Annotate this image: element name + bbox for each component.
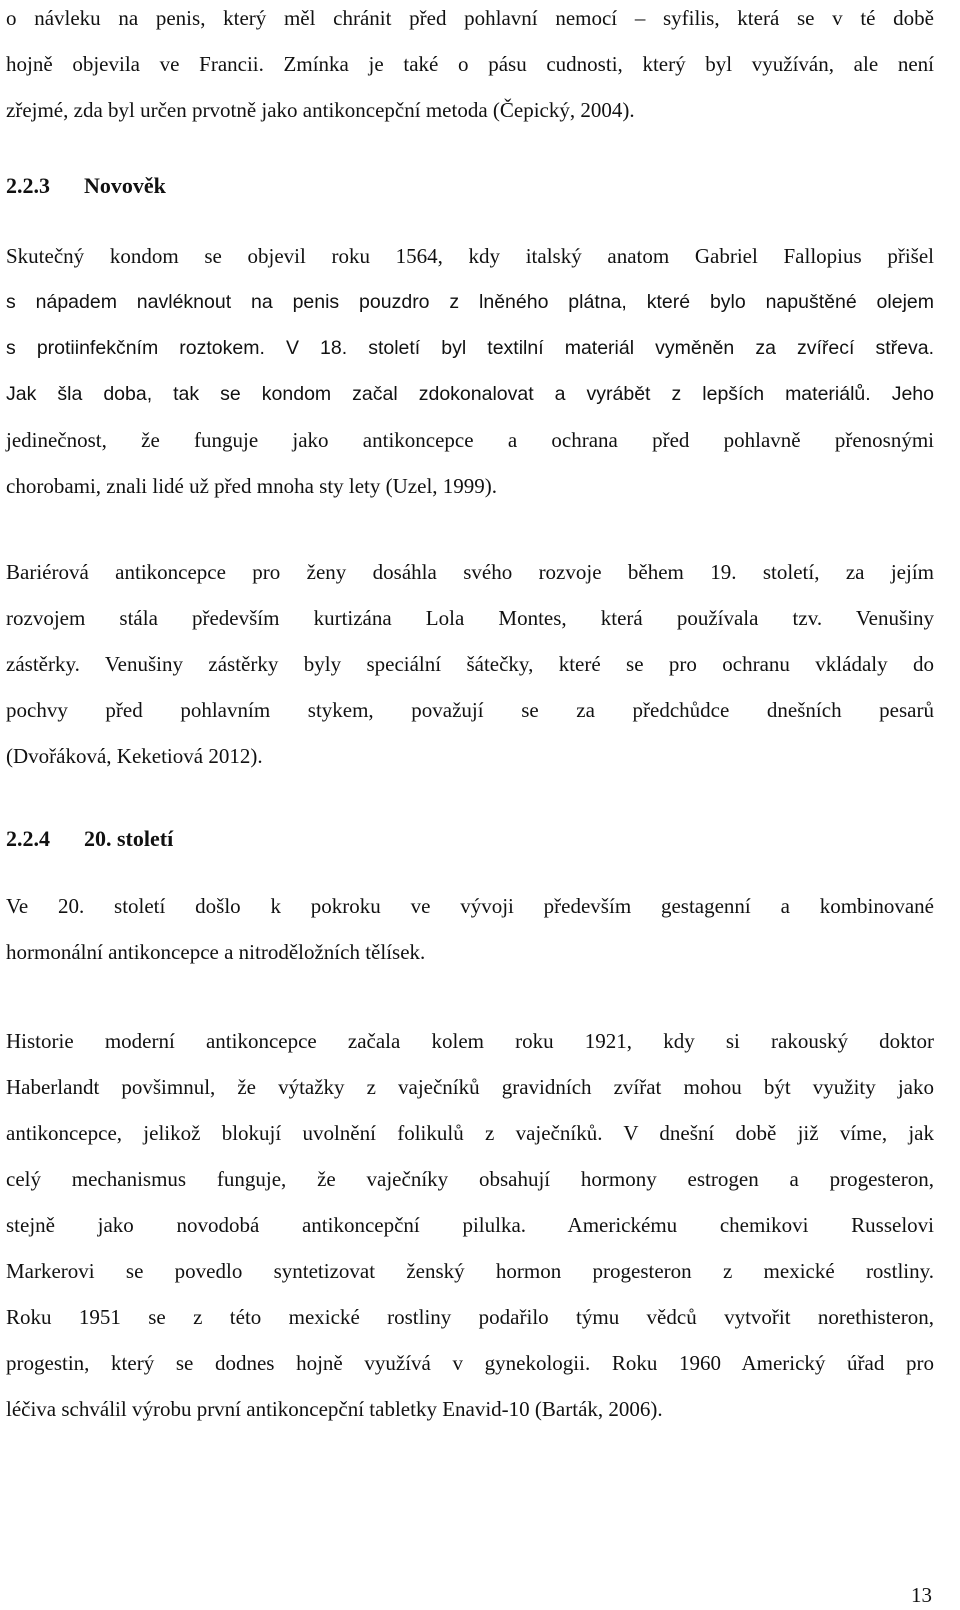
text-line: Skutečný kondom se objevil roku 1564, kdy italský anatom Gabriel Fallopius přišel: [6, 244, 934, 268]
text-line: Roku 1951 se z této mexické rostliny podařilo týmu vědců vytvořit norethisteron,: [6, 1305, 934, 1329]
section-title: Novověk: [84, 173, 166, 198]
text-line: zástěrky. Venušiny zástěrky byly speciální šátečky, které se pro ochranu vkládaly do: [6, 652, 934, 676]
section-number: 2.2.4: [6, 826, 50, 851]
text-line: hormonální antikoncepce a nitroděložních tělísek.: [6, 940, 426, 964]
text-line: hojně objevila ve Francii. Zmínka je také o pásu cudnosti, který byl využíván, ale není: [6, 52, 934, 76]
text-line: progestin, který se dodnes hojně využívá v gynekologii. Roku 1960 Americký úřad pro: [6, 1351, 934, 1375]
text-line: jedinečnost, že funguje jako antikoncepce a ochrana před pohlavně přenosnými: [6, 428, 934, 452]
text-line: antikoncepce, jelikož blokují uvolnění folikulů z vaječníků. V dnešní době již víme, jak: [6, 1121, 934, 1145]
page-number: 13: [911, 1583, 932, 1607]
text-line: Haberlandt povšimnul, že výtažky z vaječníků gravidních zvířat mohou být využity jako: [6, 1075, 934, 1099]
text-line: pochvy před pohlavním stykem, považují se za předchůdce dnešních pesarů: [6, 698, 934, 722]
paragraph-historie: [6, 1018, 934, 1432]
text-line: rozvojem stála především kurtizána Lola Montes, která používala tzv. Venušiny: [6, 606, 934, 630]
text-line: s protiinfekčním roztokem. V 18. století byl textilní materiál vyměněn za zvířecí střeva.: [6, 337, 934, 359]
text-line: o návleku na penis, který měl chránit před pohlavní nemocí – syfilis, která se v té době: [6, 6, 934, 30]
text-line: Jak šla doba, tak se kondom začal zdokonalovat a vyrábět z lepších materiálů. Jeho: [6, 383, 934, 405]
section-title: 20. století: [84, 826, 174, 851]
text-line: stejně jako novodobá antikoncepční pilulka. Americkému chemikovi Russelovi: [6, 1213, 934, 1237]
section-heading-2-2-4: [6, 819, 173, 859]
intro-paragraph: [6, 0, 934, 133]
paragraph-barierova: [6, 549, 934, 779]
text-line: zřejmé, zda byl určen prvotně jako antikoncepční metoda (Čepický, 2004).: [6, 98, 635, 122]
section-heading-2-2-3: [6, 166, 166, 206]
text-line: chorobami, znali lidé už před mnoha sty lety (Uzel, 1999).: [6, 474, 498, 498]
text-line: celý mechanismus funguje, že vaječníky obsahují hormony estrogen a progesteron,: [6, 1167, 934, 1191]
text-line: Markerovi se povedlo syntetizovat ženský hormon progesteron z mexické rostliny.: [6, 1259, 934, 1283]
paragraph-20-stoleti: [6, 883, 934, 975]
text-line: s nápadem navléknout na penis pouzdro z lněného plátna, které bylo napuštěné olejem: [6, 291, 934, 313]
section-number: 2.2.3: [6, 173, 50, 198]
text-line: Historie moderní antikoncepce začala kolem roku 1921, kdy si rakouský doktor: [6, 1029, 934, 1053]
text-line: (Dvořáková, Keketiová 2012).: [6, 744, 263, 768]
text-line: Ve 20. století došlo k pokroku ve vývoji především gestagenní a kombinované: [6, 894, 934, 918]
paragraph-kondom: [6, 233, 934, 509]
text-line: léčiva schválil výrobu první antikoncepční tabletky Enavid-10 (Barták, 2006).: [6, 1397, 663, 1421]
text-line: Bariérová antikoncepce pro ženy dosáhla svého rozvoje během 19. století, za jejím: [6, 560, 934, 584]
